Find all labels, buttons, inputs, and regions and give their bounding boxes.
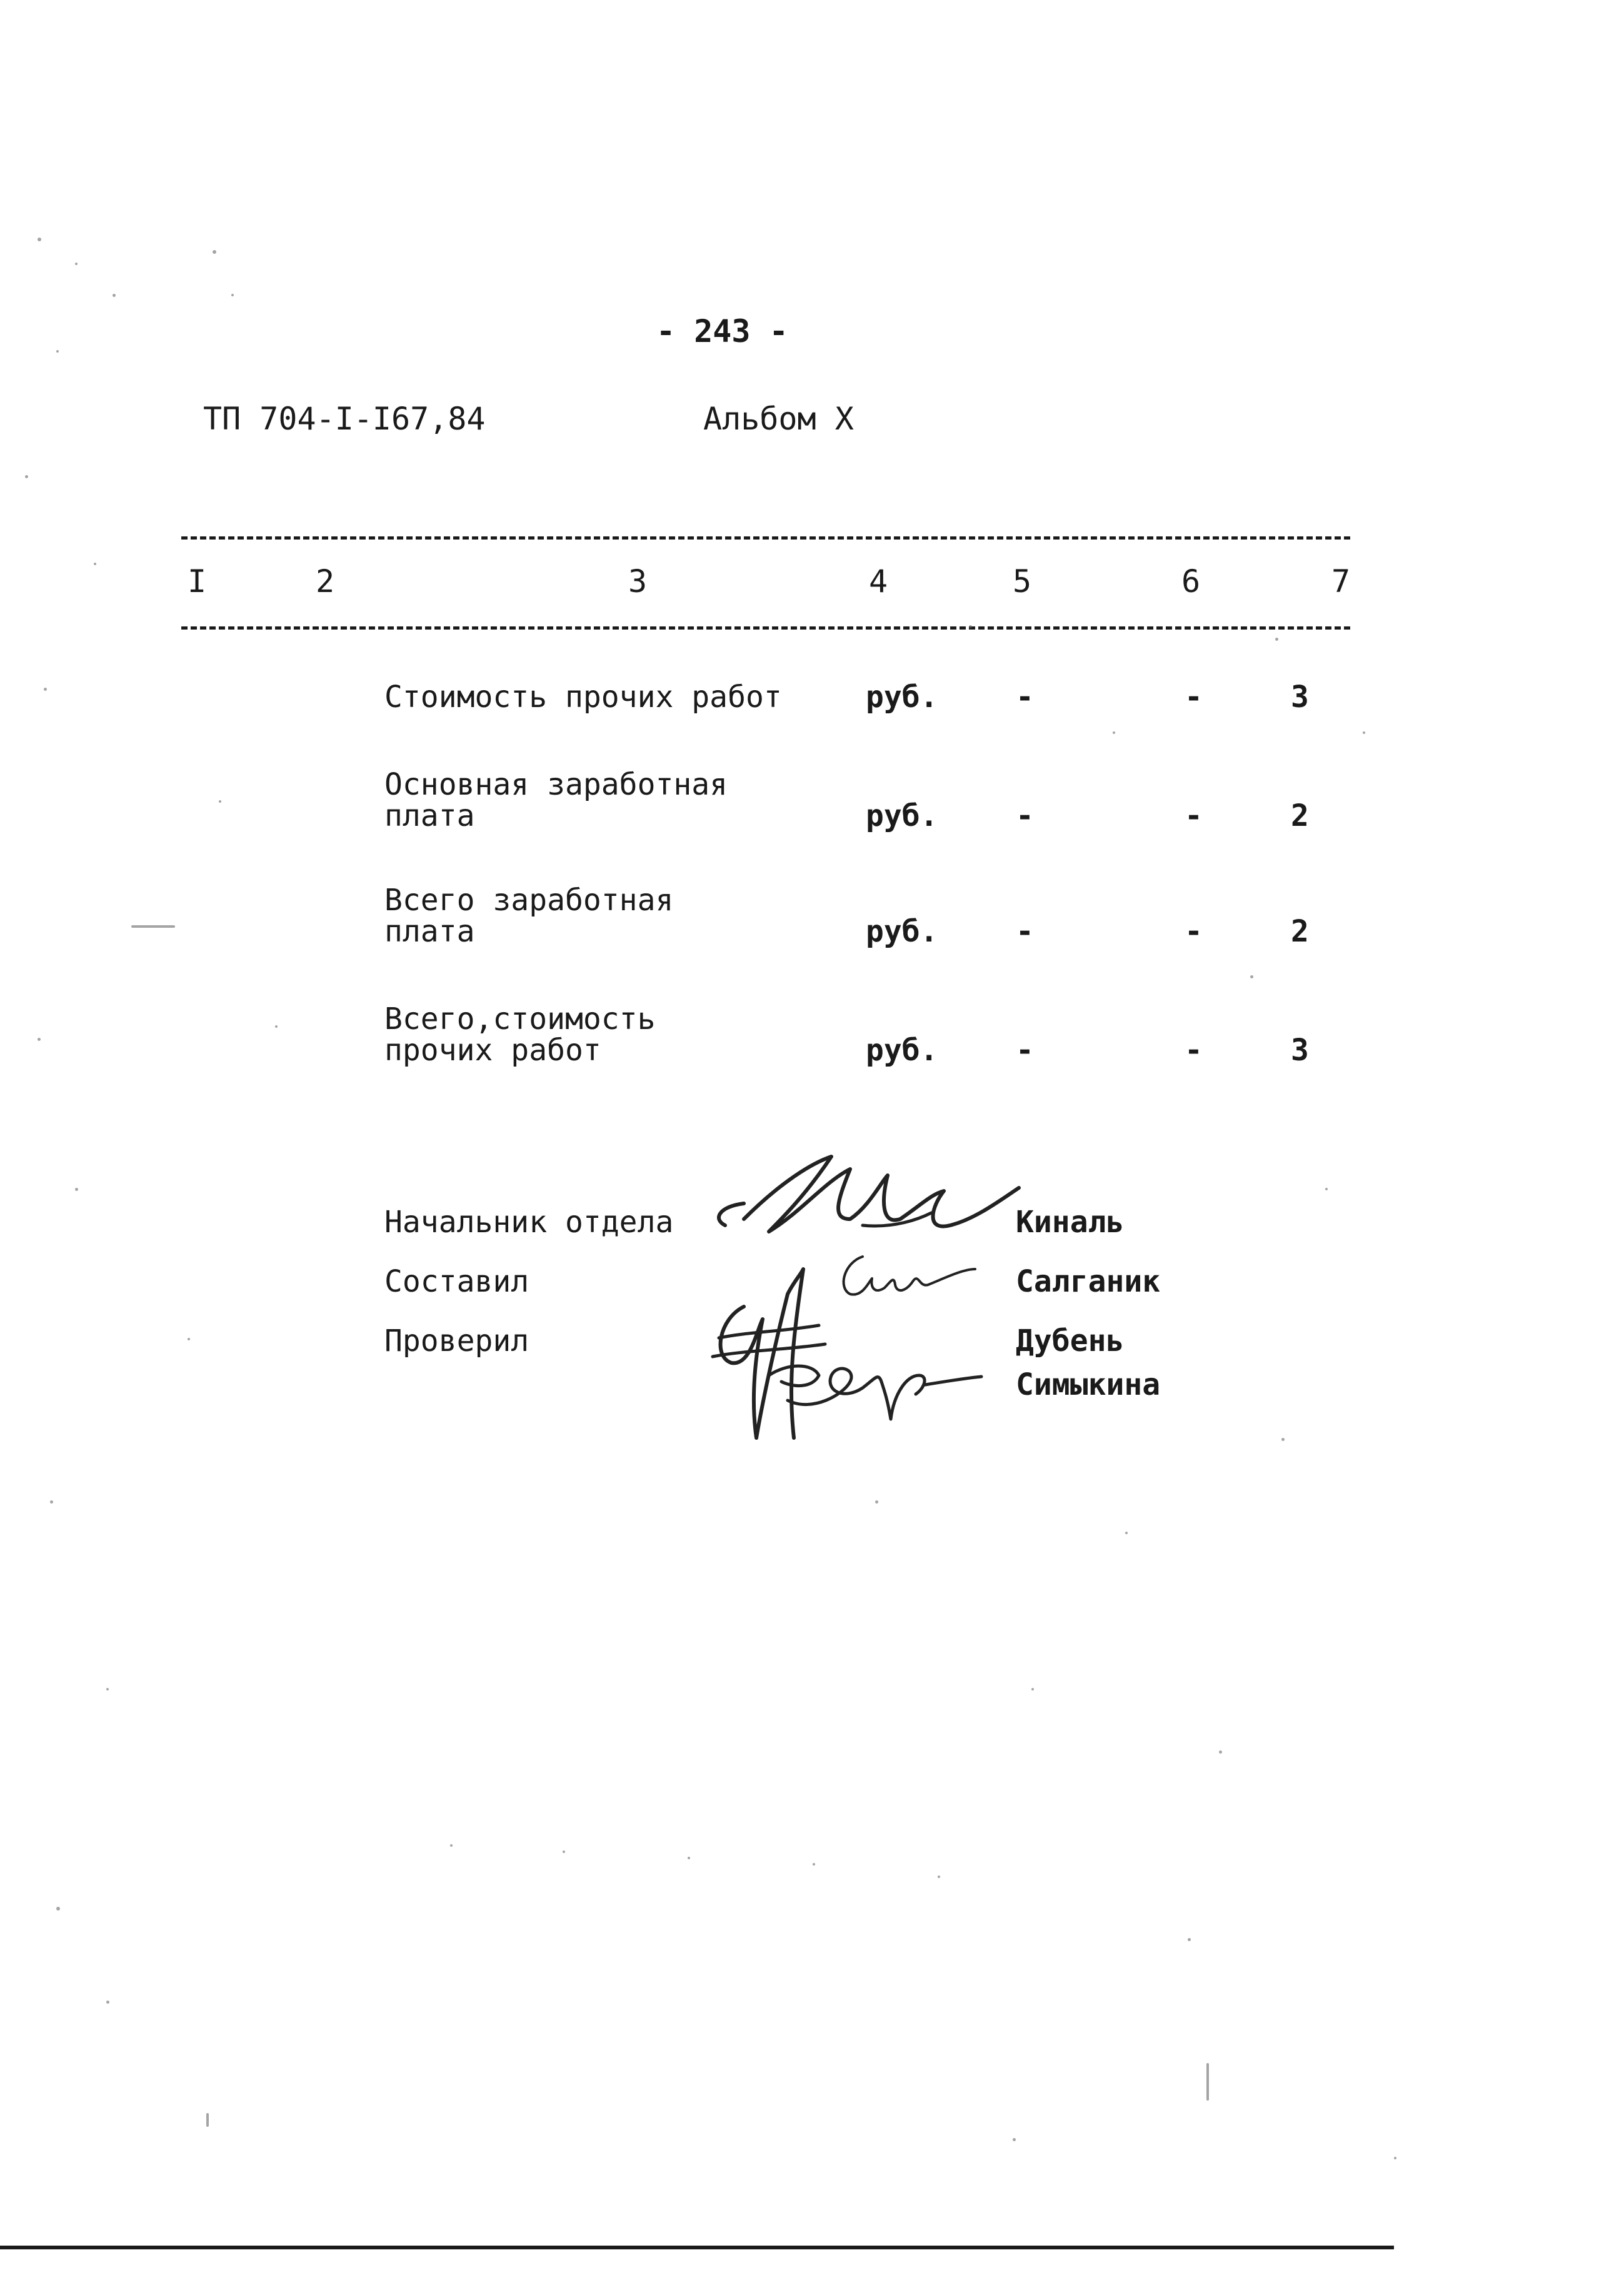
table-header-rule [181, 626, 1350, 630]
row-col6: - [1185, 680, 1203, 715]
page-bottom-rule [0, 2246, 1394, 2249]
signatory-name: Салганик [1016, 1264, 1161, 1299]
row-item-name: Всего,стоимость прочих работ [384, 1002, 656, 1068]
row-col5: - [1016, 798, 1034, 833]
signature-simykina [775, 1338, 988, 1432]
row-item-name: Всего заработная плата [384, 883, 674, 950]
row-col5: - [1016, 1033, 1034, 1068]
column-header-6: 6 [1181, 563, 1201, 600]
row-col5: - [1016, 914, 1034, 949]
signatory-name: Киналь [1016, 1205, 1125, 1240]
page-number: - 243 - [656, 313, 788, 349]
signatory-name: Симыкина [1016, 1367, 1161, 1402]
table-top-rule [181, 536, 1350, 540]
column-header-1: I [188, 563, 207, 600]
row-col7: 2 [1291, 914, 1309, 949]
row-unit: руб. [866, 914, 938, 949]
signatory-name: Дубень [1016, 1323, 1125, 1358]
row-col5: - [1016, 680, 1034, 715]
signature-head-of-department [706, 1144, 1031, 1250]
column-header-5: 5 [1013, 563, 1032, 600]
signatory-role: Составил [384, 1264, 529, 1299]
row-col6: - [1185, 1033, 1203, 1068]
row-col6: - [1185, 798, 1203, 833]
row-col7: 3 [1291, 680, 1309, 715]
row-unit: руб. [866, 1033, 938, 1068]
document-code: ТП 704-I-I67,84 [203, 401, 486, 437]
row-item-name: Основная заработная плата [384, 767, 728, 834]
row-col7: 2 [1291, 798, 1309, 833]
signature-compiled-by [825, 1244, 988, 1319]
signatory-role: Проверил [384, 1323, 529, 1358]
album-label: Альбом X [703, 401, 854, 437]
column-header-4: 4 [869, 563, 888, 600]
column-header-2: 2 [316, 563, 335, 600]
signatory-role: Начальник отдела [384, 1205, 674, 1240]
column-header-3: 3 [628, 563, 648, 600]
row-unit: руб. [866, 798, 938, 833]
row-col7: 3 [1291, 1033, 1309, 1068]
row-unit: руб. [866, 680, 938, 715]
column-header-7: 7 [1331, 563, 1351, 600]
row-item-name: Стоимость прочих работ [384, 680, 782, 715]
row-col6: - [1185, 914, 1203, 949]
